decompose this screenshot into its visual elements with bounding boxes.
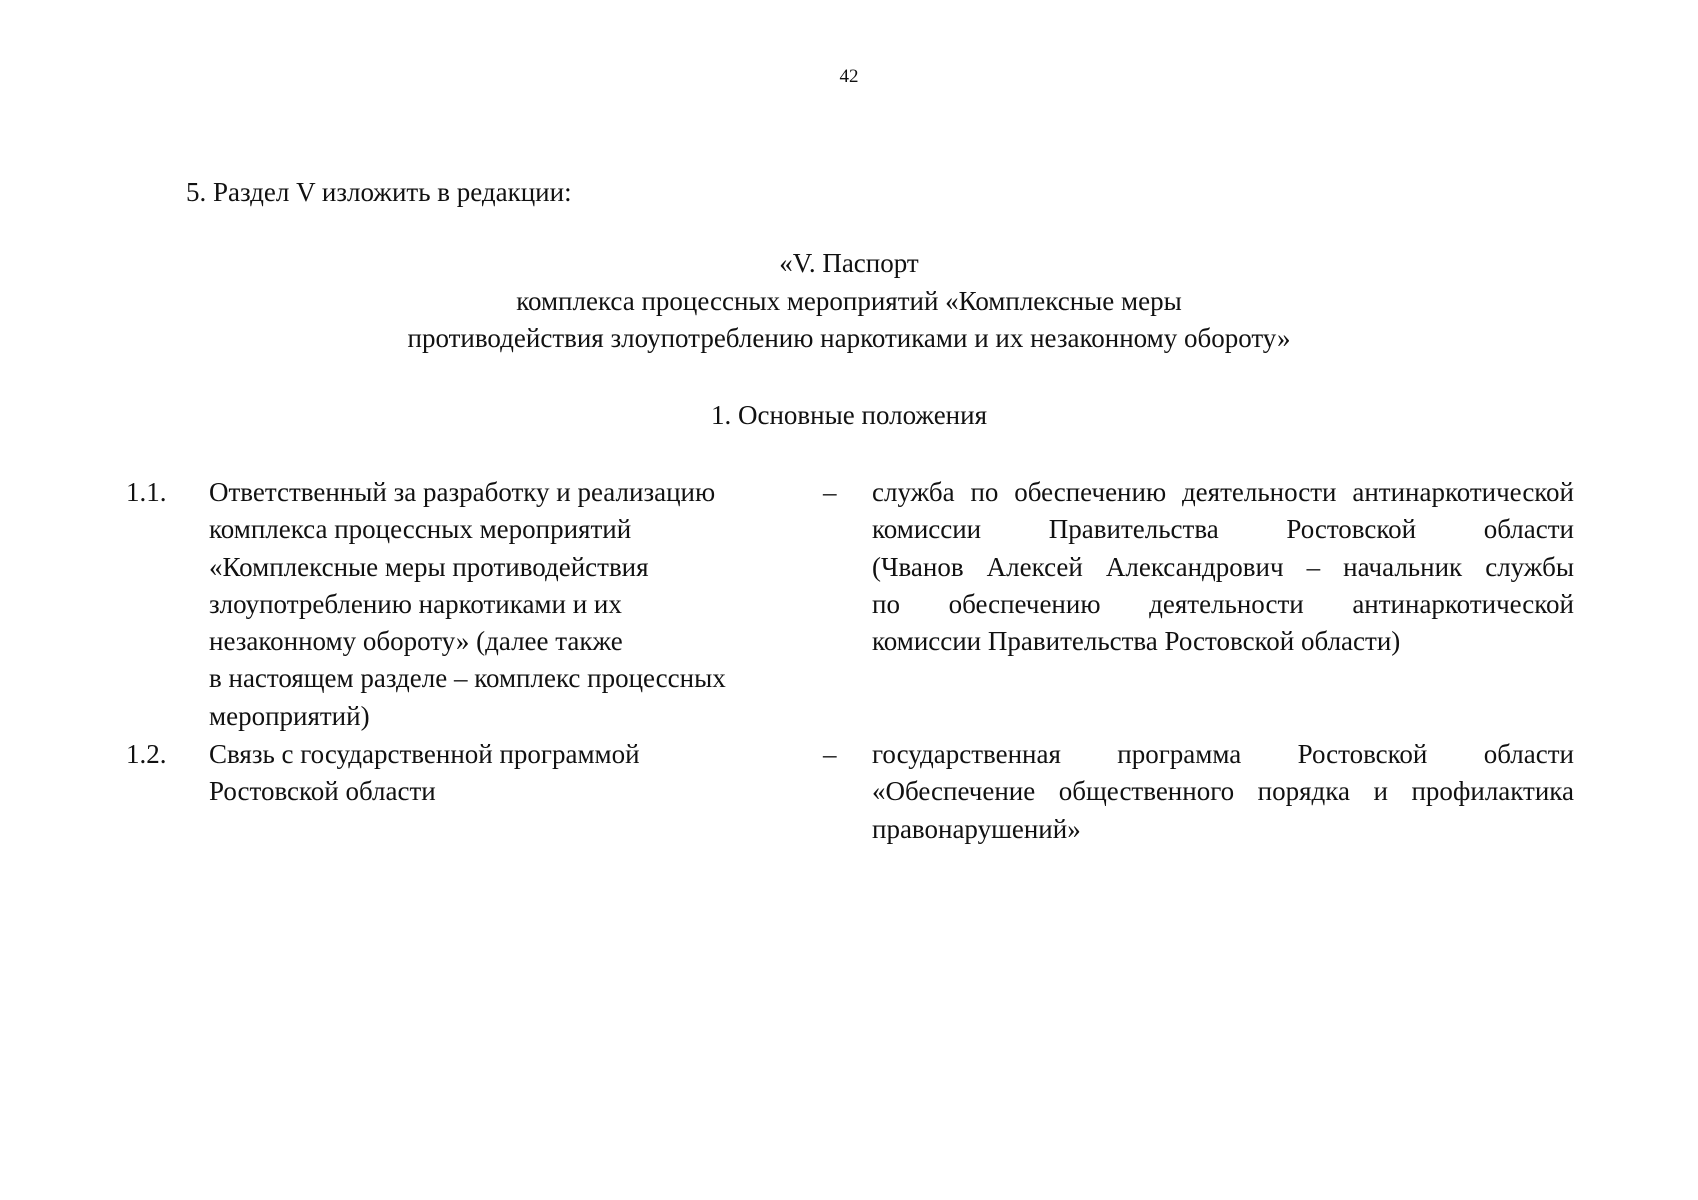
row-value bbox=[872, 474, 1574, 660]
title-line: комплекса процессных мероприятий «Комплексные меры bbox=[516, 285, 1182, 316]
row-dash: – bbox=[823, 477, 837, 507]
row-dash: – bbox=[823, 739, 837, 769]
row-label-line: в настоящем разделе – комплекс процессных bbox=[209, 663, 726, 694]
title-line: противодействия злоупотреблению наркотиками и их незаконному обороту» bbox=[407, 323, 1291, 353]
row-value-line: правонарушений» bbox=[872, 813, 1081, 844]
row-value-line: комиссии Правительства Ростовской области) bbox=[872, 626, 1401, 657]
passport-title bbox=[300, 245, 1398, 358]
row-label-line: «Комплексные меры противодействия bbox=[209, 551, 649, 582]
row-label-line: комплекса процессных мероприятий bbox=[209, 514, 632, 545]
row-label-line: мероприятий) bbox=[209, 700, 370, 731]
row-label-line: Связь с государственной программой bbox=[209, 739, 640, 769]
row-number: 1.1. bbox=[126, 477, 167, 507]
page-number: 42 bbox=[839, 66, 859, 87]
row-value-line: служба по обеспечению деятельности антинаркотической bbox=[872, 477, 1574, 507]
row-value-line: государственная программа Ростовской области bbox=[872, 739, 1574, 769]
row-label-line: злоупотреблению наркотиками и их bbox=[209, 588, 622, 619]
row-value-line: по обеспечению деятельности антинаркотической bbox=[872, 588, 1574, 619]
row-value bbox=[872, 736, 1574, 848]
amendment-intro: 5. Раздел V изложить в редакции: bbox=[186, 177, 572, 207]
row-label-line: Ответственный за разработку и реализацию bbox=[209, 477, 716, 507]
row-label bbox=[209, 474, 784, 735]
row-value-line: (Чванов Алексей Александрович – начальник службы bbox=[872, 551, 1574, 582]
row-label-line: Ростовской области bbox=[209, 776, 436, 807]
row-label-line: незаконному обороту» (далее также bbox=[209, 626, 623, 657]
title-line: «V. Паспорт bbox=[779, 248, 919, 278]
row-number: 1.2. bbox=[126, 739, 167, 769]
row-value-line: «Обеспечение общественного порядка и профилактика bbox=[872, 776, 1574, 807]
row-label bbox=[209, 736, 784, 811]
row-value-line: комиссии Правительства Ростовской области bbox=[872, 514, 1574, 545]
section-heading: 1. Основные положения bbox=[711, 400, 987, 430]
